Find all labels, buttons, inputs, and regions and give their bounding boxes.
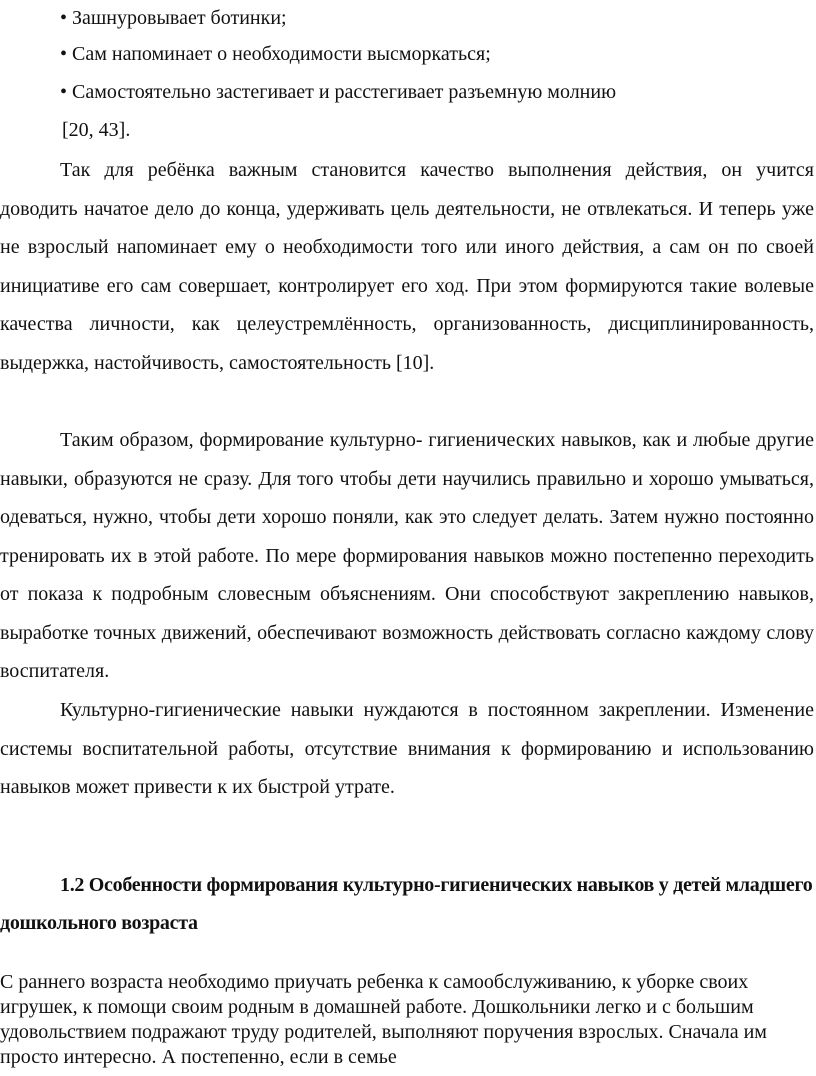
paragraph: С раннего возраста необходимо приучать ребенка к самообслуживанию, к уборке своих игрушек, к помощи своим родным в домашней работе. Дошкольники легко и с большим удовольствием подражают труду родителей, выполняют поручения взрослых. Сначала им просто интересно. А постепенно, если в семье: [0, 971, 767, 1068]
paragraph: Так для ребёнка важным становится качество выполнения действия, он учится доводить начатое дело до конца, удерживать цель деятельности, не отвлекаться. И теперь уже не взрослый напоминает ему о необходимости того или иного действия, а сам он по своей инициативе его сам совершает, контролирует его ход. При этом формируются такие волевые качества личности, как целеустремлённость, организованность, дисциплинированность, выдержка, настойчивость, самостоятельность [10].: [0, 159, 814, 374]
paragraph: Таким образом, формирование культурно- гигиенических навыков, как и любые другие навыки, образуются не сразу. Для того чтобы дети научились правильно и хорошо умываться, одеваться, нужно, чтобы дети хорошо поняли, как это следует делать. Затем нужно постоянно тренировать их в этой работе. По мере формирования навыков можно постепенно переходить от показа к подробным словесным объяснениям. Они способствуют закреплению навыков, выработке точных движений, обеспечивают возможность действовать согласно каждому слову воспитателя.: [0, 429, 814, 682]
paragraph: Культурно-гигиенические навыки нуждаются в постоянном закреплении. Изменение системы воспитательной работы, отсутствие внимания к формированию и использованию навыков может привести к их быстрой утрате.: [0, 699, 814, 798]
reference-citation: [20, 43].: [62, 119, 131, 141]
bullet-item: • Самостоятельно застегивает и расстегивает разъемную молнию: [60, 81, 617, 103]
section-heading: 1.2 Особенности формирования культурно-гигиенических навыков у детей младшего дошкольного возраста: [0, 874, 813, 934]
bullet-item: • Зашнуровывает ботинки;: [60, 7, 287, 29]
bullet-item: • Сам напоминает о необходимости высморкаться;: [60, 43, 491, 65]
